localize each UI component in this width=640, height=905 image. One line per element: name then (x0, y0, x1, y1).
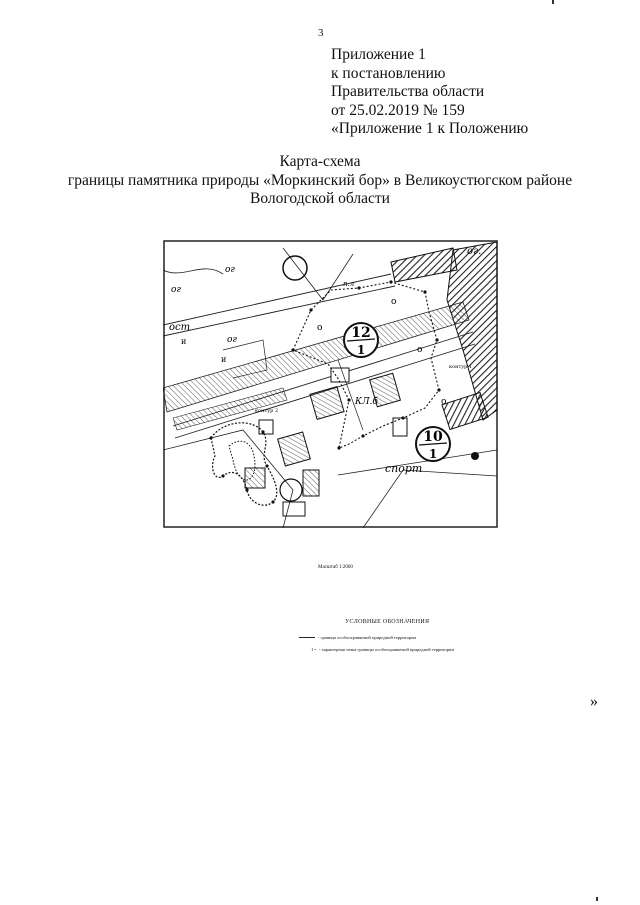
legend-item-point (311, 647, 454, 652)
scan-mark (552, 0, 554, 4)
appendix-line: к постановлению (331, 64, 446, 82)
boundary-point (435, 338, 438, 341)
parcel-12-number: 12 (351, 325, 371, 341)
boundary-point (209, 436, 212, 439)
legend-item-text: - граница особоохраняемой природной территории (318, 635, 416, 640)
legend-line-symbol (299, 637, 315, 638)
label-og: ог. (467, 246, 482, 257)
boundary-point (291, 348, 294, 351)
boundary-point (361, 434, 364, 437)
appendix-line: Правительства области (331, 83, 485, 100)
building (259, 420, 273, 434)
boundary-point (271, 500, 274, 503)
map-mark: о (391, 297, 397, 307)
closing-quote: » (590, 693, 598, 710)
label-kontur-1: контур 1 (449, 364, 473, 370)
label-og: ог (225, 265, 235, 275)
scan-mark (596, 897, 598, 901)
appendix-header (331, 46, 528, 139)
parcel-label-10 (416, 427, 450, 461)
boundary-point (423, 290, 426, 293)
boundary-point (309, 308, 312, 311)
boundary-point (245, 488, 248, 491)
appendix-line: «Приложение 1 к Положению (331, 120, 529, 137)
boundary-map (163, 240, 498, 528)
boundary-point (221, 474, 224, 477)
parcel-label-12 (344, 323, 378, 357)
map-scale: Масштаб 1:2000 (318, 565, 353, 570)
boundary-point (265, 464, 268, 467)
building (303, 470, 319, 496)
document-title (0, 153, 640, 209)
parcel-10-sub: 1 (428, 447, 438, 461)
map-dot-marker (471, 452, 479, 460)
legend-item-boundary (299, 635, 416, 640)
boundary-point (337, 446, 340, 449)
title-line: Вологодской области (250, 190, 390, 207)
label-pl: п.л (343, 280, 355, 288)
building (331, 368, 349, 382)
label-ost: ост (169, 322, 191, 333)
boundary-point (389, 280, 392, 283)
map-mark: о (441, 397, 447, 407)
label-og: ог (171, 285, 181, 295)
title-line: границы памятника природы «Моркинский бор» в Великоустюгском районе (67, 171, 573, 189)
boundary-point (357, 286, 360, 289)
label-sport: спорт (385, 462, 423, 475)
appendix-line: от 25.02.2019 № 159 (331, 101, 465, 119)
label-og: ог (227, 335, 237, 345)
legend-item-text: - характерная точка границы особоохраняемой природной территории (318, 647, 454, 652)
boundary-point (261, 430, 264, 433)
page-number: 3 (318, 27, 324, 39)
boundary-point (347, 398, 350, 401)
parcel-10-number: 10 (423, 429, 443, 445)
map-mark: о (417, 345, 423, 355)
map-mark: и (221, 355, 227, 364)
legend-point-symbol: 1 • (311, 647, 316, 652)
legend-heading: УСЛОВНЫЕ ОБОЗНАЧЕНИЯ (345, 619, 430, 625)
label-kultb: КЛ.б (355, 397, 378, 407)
building (245, 468, 265, 488)
title-line: Карта-схема (279, 153, 361, 170)
map-mark: о (317, 323, 323, 333)
parcel-12-sub: 1 (356, 343, 366, 357)
appendix-line: Приложение 1 (331, 46, 426, 63)
boundary-point (437, 388, 440, 391)
boundary-point (401, 416, 404, 419)
map-mark: и (181, 337, 187, 346)
label-kontur-2: контур 2 (255, 408, 279, 414)
